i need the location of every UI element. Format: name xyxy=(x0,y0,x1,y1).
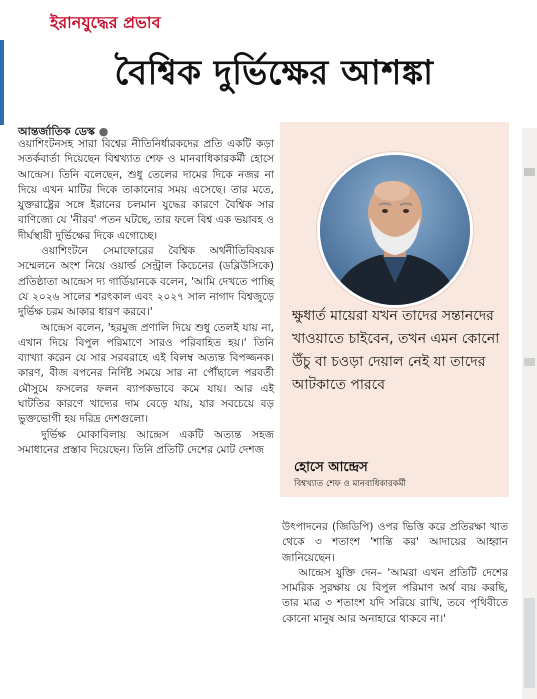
quote-attribution-title: বিশ্বখ্যাত শেফ ও মানবাধিকারকর্মী xyxy=(294,479,407,489)
article-paragraph: আন্দ্রেস যুক্তি দেন– 'আমরা এখন প্রতিটি দেশের সামরিক সুরক্ষায় যে বিপুল পরিমাণ অর্থ ব্যয় করছি, তার মাত্র ৩ শতাংশ যদি সরিয়ে রাখি, তবে পৃথিবীতে কোনো মানুষ আর অনাহারে থাকবে না।' xyxy=(282,566,508,625)
left-accent-bar xyxy=(0,40,4,125)
article-paragraph: ওয়াশিংটনে সেমাফোরের বৈশ্বিক অর্থনীতিবিষয়ক সম্মেলনে অংশ নিয়ে ওয়ার্ল্ড সেন্ট্রাল কিচেনের (ডব্লিউসিকে) প্রতিষ্ঠাতা আন্দ্রেস দ্য গার্ডিয়ানকে বলেন, 'আমি দেখতে পাচ্ছি যে ২০২৬ সালের শরৎকাল এবং ২০২৭ সাল নাগাদ বিশ্বজুড়ে দুর্ভিক্ষ চরম আকার ধারণ করবে।' xyxy=(18,245,274,319)
adjacent-page-edge xyxy=(522,128,537,699)
section-label-text: আন্তর্জাতিক ডেস্ক xyxy=(18,125,95,138)
portrait-photo xyxy=(317,152,473,308)
article-paragraph: দুর্ভিক্ষ মোকাবিলায় আন্দ্রেস একটি অত্যন্ত সহজ সমাধানের প্রস্তাব দিয়েছেন। তিনি প্রতিটি দেশের মোট দেশজ xyxy=(18,428,274,456)
article-paragraph: উৎপাদনের (জিডিপি) ওপর ভিত্তি করে প্রতিরক্ষা খাত থেকে ৩ শতাংশ 'শান্তি কর' আদায়ের আহ্বান জানিয়েছেন। xyxy=(282,521,508,564)
article-paragraph: আন্দ্রেস বলেন, 'হরমুজ প্রণালি দিয়ে শুধু তেলই যায় না, এখান দিয়ে বিপুল পরিমাণে সারও পরিবাহিত হয়।' তিনি ব্যাখ্যা করেন যে সার সরবরাহে এই বিলম্ব অত্যন্ত বিপজ্জনক। কারণ, বীজ বপনের নির্দিষ্ট সময়ে সার না পৌঁছালে পরবর্তী মৌসুমে ফসলের ফলন ব্যাপকভাবে কমে যায়। আর এই ঘাটতির কারণে খাদ্যের দাম বেড়ে যায়, যার সবচেয়ে বড় ভুক্তভোগী হয় দরিদ্র দেশগুলো। xyxy=(18,321,274,426)
quote-box xyxy=(280,122,509,497)
edge-fragment xyxy=(524,358,535,366)
section-marker-icon: ● xyxy=(98,125,109,138)
edge-fragment xyxy=(524,598,535,688)
quote-attribution-name: হোসে আন্দ্রেস xyxy=(294,460,368,475)
edge-fragment xyxy=(524,168,535,176)
headline: বৈশ্বিক দুর্ভিক্ষের আশঙ্কা xyxy=(114,53,434,93)
article-paragraph: ওয়াশিংটনসহ সারা বিশ্বের নীতিনির্ধারকদের প্রতি একটি কড়া সতর্কবার্তা দিয়েছেন বিশ্বখ্যাত শেফ ও মানবাধিকারকর্মী হোসে আন্দ্রেস। তিনি বলেছেন, শুধু তেলের দামের দিকে নজর না দিয়ে এখন মাটির দিকে তাকানোর সময় এসেছে। তার মতে, যুক্তরাষ্ট্রের সঙ্গে ইরানের চলমান যুদ্ধের কারণে বৈশ্বিক সার বাণিজ্যে যে 'নীরব' পতন ঘটছে, তার ফলে বিশ্ব এক ভয়াবহ ও দীর্ঘস্থায়ী দুর্ভিক্ষের দিকে এগোচ্ছে। xyxy=(18,138,274,242)
pull-quote: ক্ষুধার্ত মায়েরা যখন তাদের সন্তানদের খাওয়াতে চাইবেন, তখন এমন কোনো উঁচু বা চওড়া দেয়াল নেই যা তাদের আটকাতে পারবে xyxy=(292,308,500,393)
portrait-illustration xyxy=(320,155,470,305)
article-left-column xyxy=(18,137,274,458)
article-right-column xyxy=(282,520,508,627)
kicker: ইরানযুদ্ধের প্রভাব xyxy=(50,13,161,32)
